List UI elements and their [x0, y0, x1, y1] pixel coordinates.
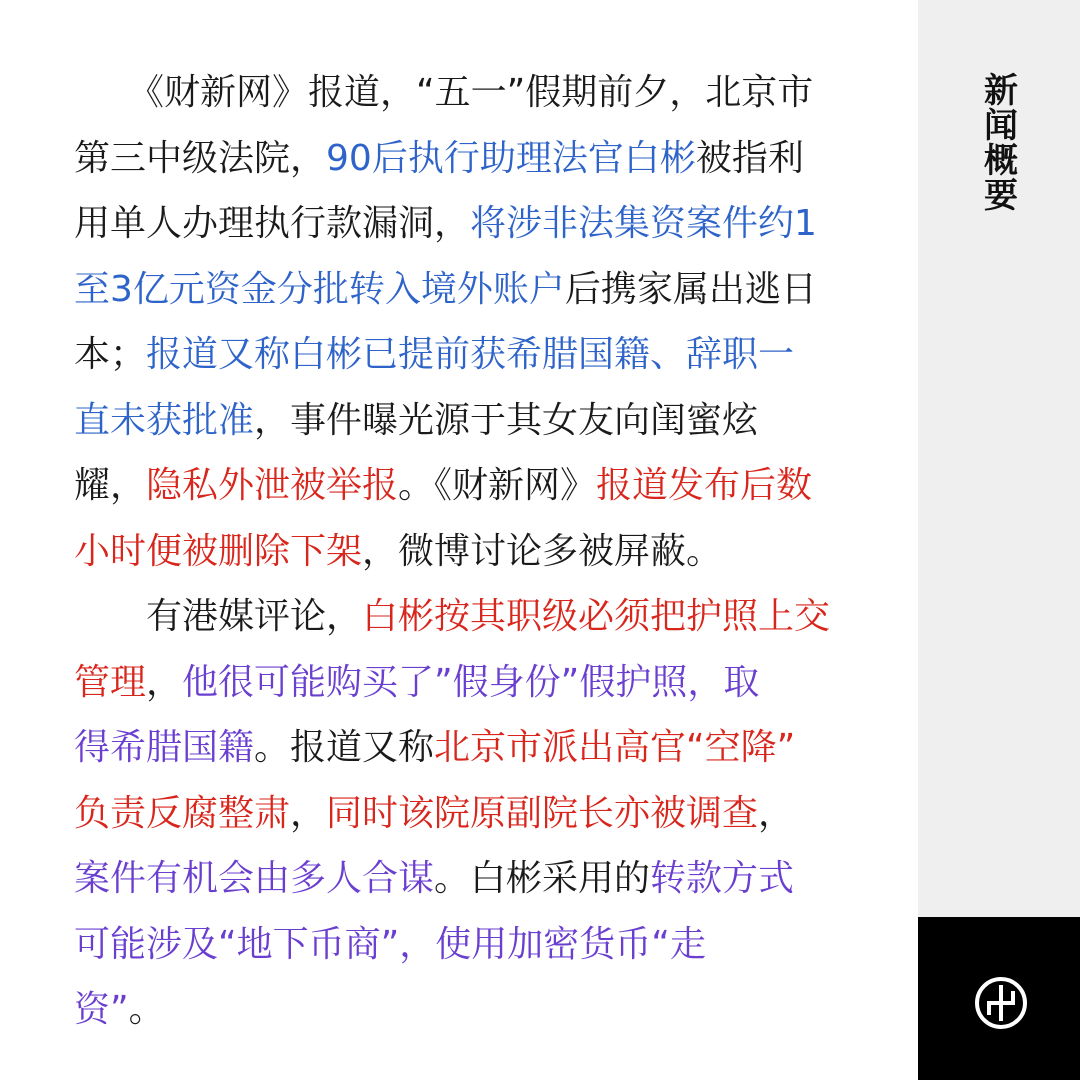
text-segment: 耀， [74, 465, 147, 506]
article-line [74, 781, 794, 847]
highlight-segment-purple: 他很可能购买了”假身份”假护照，取 [182, 662, 760, 703]
text-segment: 有港媒评论， [74, 596, 363, 637]
sidebar-panel [918, 0, 1080, 917]
article-line [74, 191, 817, 257]
text-segment: 《财新网》报道，“五一”假期前夕，北京市 [74, 72, 814, 113]
highlight-segment-red: 同时该院原副院长亦被调查 [326, 793, 759, 834]
highlight-segment-red: 报道发布后数 [596, 465, 813, 506]
article-line [74, 60, 813, 126]
text-segment: 。白彬采用的 [434, 858, 651, 899]
article-line [74, 715, 795, 781]
circular-brand-logo-icon [973, 975, 1029, 1031]
text-segment: 用单人办理执行款漏洞， [74, 203, 471, 244]
text-segment: ， [146, 662, 183, 703]
article-line [74, 584, 830, 650]
text-segment: 本； [74, 334, 147, 375]
highlight-segment-purple: 可能涉及“地下币商”，使用加密货币“走 [74, 924, 706, 965]
text-segment: 。《财新网》 [398, 465, 597, 506]
highlight-segment-red: 管理 [74, 662, 147, 703]
article-line [74, 912, 706, 978]
text-segment: 后携家属出逃日 [564, 269, 817, 310]
highlight-segment-red: 隐私外泄被举报 [146, 465, 399, 506]
article-line [74, 388, 758, 454]
article-line [74, 519, 722, 585]
text-segment: 第三中级法院， [74, 138, 327, 179]
text-segment: 被指利 [695, 138, 804, 179]
text-segment: ，事件曝光源于其女友向闺蜜炫 [254, 400, 759, 441]
highlight-segment-blue: 直未获批准 [74, 400, 255, 441]
article-line [74, 257, 817, 323]
highlight-segment-blue: 至3亿元资金分批转入境外账户 [74, 269, 565, 310]
highlight-segment-purple: 转款方式 [650, 858, 795, 899]
highlight-segment-purple: 案件有机会由多人合谋 [74, 858, 435, 899]
article-line [74, 846, 794, 912]
text-segment: ， [290, 793, 327, 834]
highlight-segment-purple: 资” [74, 989, 129, 1030]
highlight-segment-purple: 得希腊国籍 [74, 727, 255, 768]
highlight-segment-red: 小时便被删除下架 [74, 531, 363, 572]
article-line [74, 977, 165, 1043]
article-line [74, 322, 794, 388]
article-line [74, 453, 812, 519]
highlight-segment-red: 北京市派出高官“空降” [434, 727, 796, 768]
highlight-segment-blue: 90后执行助理法官白彬 [326, 138, 696, 179]
text-segment: 。报道又称 [254, 727, 435, 768]
highlight-segment-red: 负责反腐整肃 [74, 793, 291, 834]
highlight-segment-blue: 将涉非法集资案件约1 [470, 203, 817, 244]
brand-box [918, 917, 1080, 1080]
section-label: 新闻概要 [984, 71, 1018, 216]
highlight-segment-red: 白彬按其职级必须把护照上交 [362, 596, 831, 637]
highlight-segment-blue: 报道又称白彬已提前获希腊国籍、辞职一 [146, 334, 795, 375]
article-line [74, 650, 759, 716]
article-line [74, 126, 804, 192]
text-segment: 。 [128, 989, 165, 1030]
text-segment: ， [758, 793, 795, 834]
text-segment: ，微博讨论多被屏蔽。 [362, 531, 723, 572]
